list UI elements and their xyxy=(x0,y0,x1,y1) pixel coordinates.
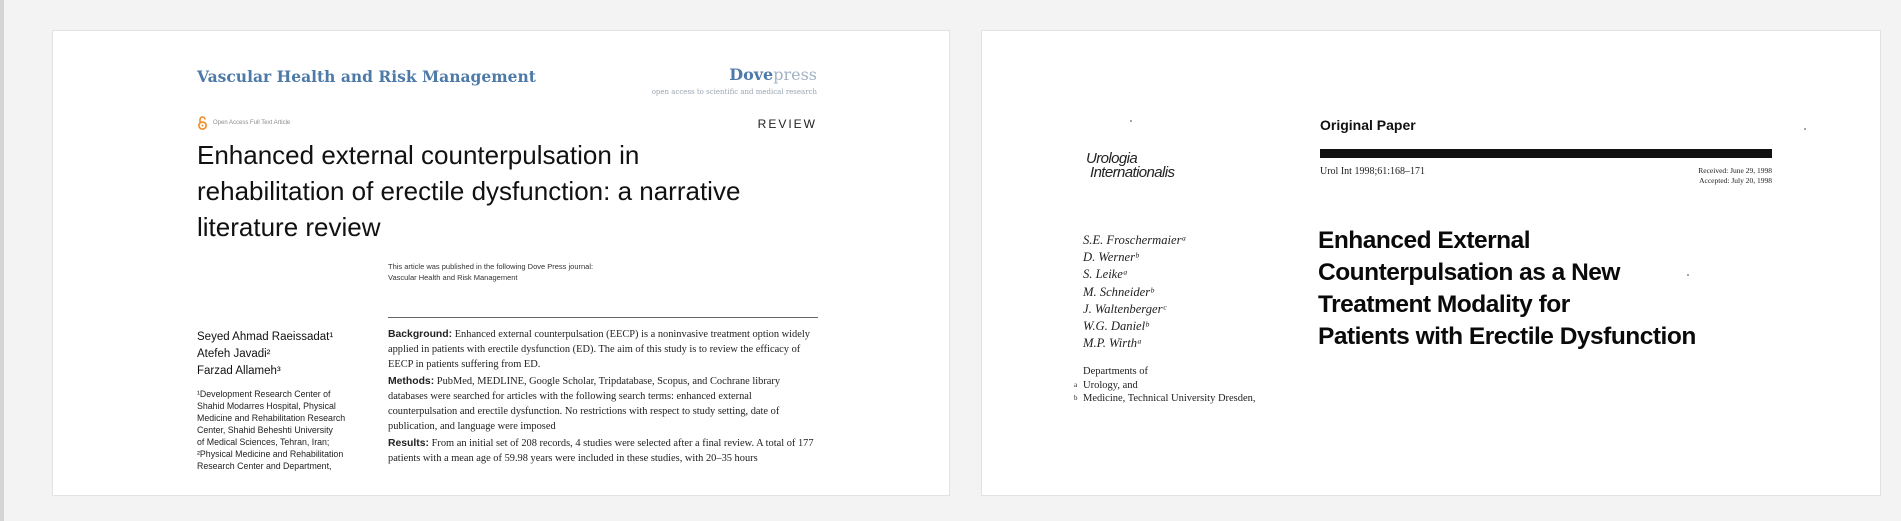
header-bar xyxy=(1320,149,1772,158)
scan-speck xyxy=(1130,120,1132,122)
author: S.E. Froschermaierᵃ xyxy=(1083,233,1187,247)
author: Seyed Ahmad Raeissadat¹ xyxy=(197,331,334,343)
author: M.P. Wirthᵃ xyxy=(1083,336,1143,351)
viewer-left-edge xyxy=(0,0,4,521)
accepted-date: Accepted: July 20, 1998 xyxy=(1699,176,1772,185)
article-title xyxy=(1318,225,1768,353)
title-line: Enhanced external counterpulsation in xyxy=(197,140,640,170)
article-type: REVIEW xyxy=(757,117,817,131)
title-line: Enhanced External xyxy=(1318,227,1531,254)
abstract-text: PubMed, MEDLINE, Google Scholar, Tripdatabase, Scopus, and Cochrane library databases were searched for articles with the following search terms: enhanced external counterpulsation and erectile dysfunction. No restrictions with respect to study setting, date of publication, and language were imposed xyxy=(388,376,781,432)
affiliation-line: Shahid Modarres Hospital, Physical xyxy=(197,401,336,411)
publication-note xyxy=(388,261,593,283)
journal-name: Vascular Health and Risk Management xyxy=(197,67,536,86)
department-text: Urology, and xyxy=(1083,379,1138,391)
citation: Urol Int 1998;61:168–171 xyxy=(1320,166,1425,177)
abstract-label: Results: xyxy=(388,438,429,449)
affiliation-line: Medicine and Rehabilitation Research xyxy=(197,413,346,423)
page-thumbnail-2[interactable] xyxy=(981,30,1881,496)
departments xyxy=(1074,365,1256,406)
journal-logo-line: Internationalis xyxy=(1090,164,1175,181)
article-dates xyxy=(1698,166,1772,186)
section-label: Original Paper xyxy=(1320,117,1416,133)
department-sup: a xyxy=(1074,380,1078,389)
abstract-text: From an initial set of 208 records, 4 studies were selected after a final review. A total of 177 patients with a mean age of 59.98 years were included in these studies, with 20–35 hours xyxy=(388,438,814,464)
abstract-label: Methods: xyxy=(388,376,435,387)
publication-note-line: This article was published in the following Dove Press journal: xyxy=(388,262,594,271)
dovepress-logo xyxy=(729,65,817,84)
page-thumbnail-1[interactable] xyxy=(52,30,950,496)
author: W.G. Danielᵇ xyxy=(1083,319,1149,334)
author: S. Leikeᵃ xyxy=(1083,267,1128,282)
open-access-icon xyxy=(197,116,208,130)
affiliation-line: Center, Shahid Beheshti University xyxy=(197,425,333,435)
author: M. Schneiderᵇ xyxy=(1083,284,1154,299)
abstract-methods xyxy=(388,374,818,434)
publication-note-line: Vascular Health and Risk Management xyxy=(388,273,518,282)
author: Atefeh Javadi² xyxy=(197,348,271,360)
abstract xyxy=(388,327,818,468)
affiliation-line: of Medical Sciences, Tehran, Iran; xyxy=(197,437,330,447)
affiliation-line: ¹Development Research Center of xyxy=(197,389,331,399)
abstract-text: Enhanced external counterpulsation (EECP) is a noninvasive treatment option widely applied in patients with erectile dysfunction (ED). The aim of this study is to review the efficacy of EECP in patients suffering from ED. xyxy=(388,329,810,370)
title-line: literature review xyxy=(197,212,381,242)
title-line: rehabilitation of erectile dysfunction: a narrative xyxy=(197,176,741,206)
journal-logo-line: Urologia xyxy=(1086,150,1138,167)
affiliation-line: ²Physical Medicine and Rehabilitation xyxy=(197,449,344,459)
author-list xyxy=(197,329,333,380)
abstract-results xyxy=(388,436,818,466)
affiliation-line: Research Center and Department, xyxy=(197,461,332,471)
open-access-label: Open Access Full Text Article xyxy=(213,120,291,126)
journal-logo xyxy=(1086,152,1174,180)
abstract-label: Background: xyxy=(388,329,453,340)
open-access-row xyxy=(197,116,290,130)
publisher-tagline: open access to scientific and medical research xyxy=(651,88,817,96)
department-text: Medicine, Technical University Dresden, xyxy=(1083,393,1256,404)
abstract-background xyxy=(388,327,818,372)
departments-heading: Departments of xyxy=(1083,366,1149,377)
author: J. Waltenbergerᶜ xyxy=(1083,301,1166,316)
title-line: Treatment Modality for xyxy=(1318,291,1570,318)
affiliations xyxy=(197,388,365,472)
author-list xyxy=(1083,232,1187,352)
title-line: Counterpulsation as a New xyxy=(1318,259,1620,286)
logo-press: press xyxy=(773,65,817,84)
department-line xyxy=(1074,392,1256,406)
author: Farzad Allameh³ xyxy=(197,365,281,377)
department-line xyxy=(1074,379,1256,393)
scan-speck xyxy=(1804,128,1806,130)
divider xyxy=(388,317,818,318)
article-title xyxy=(197,137,837,245)
received-date: Received: June 29, 1998 xyxy=(1698,166,1772,175)
title-line: Patients with Erectile Dysfunction xyxy=(1318,323,1696,350)
author: D. Wernerᵇ xyxy=(1083,250,1139,265)
logo-dove: Dove xyxy=(729,65,774,84)
department-sup: b xyxy=(1074,394,1078,402)
